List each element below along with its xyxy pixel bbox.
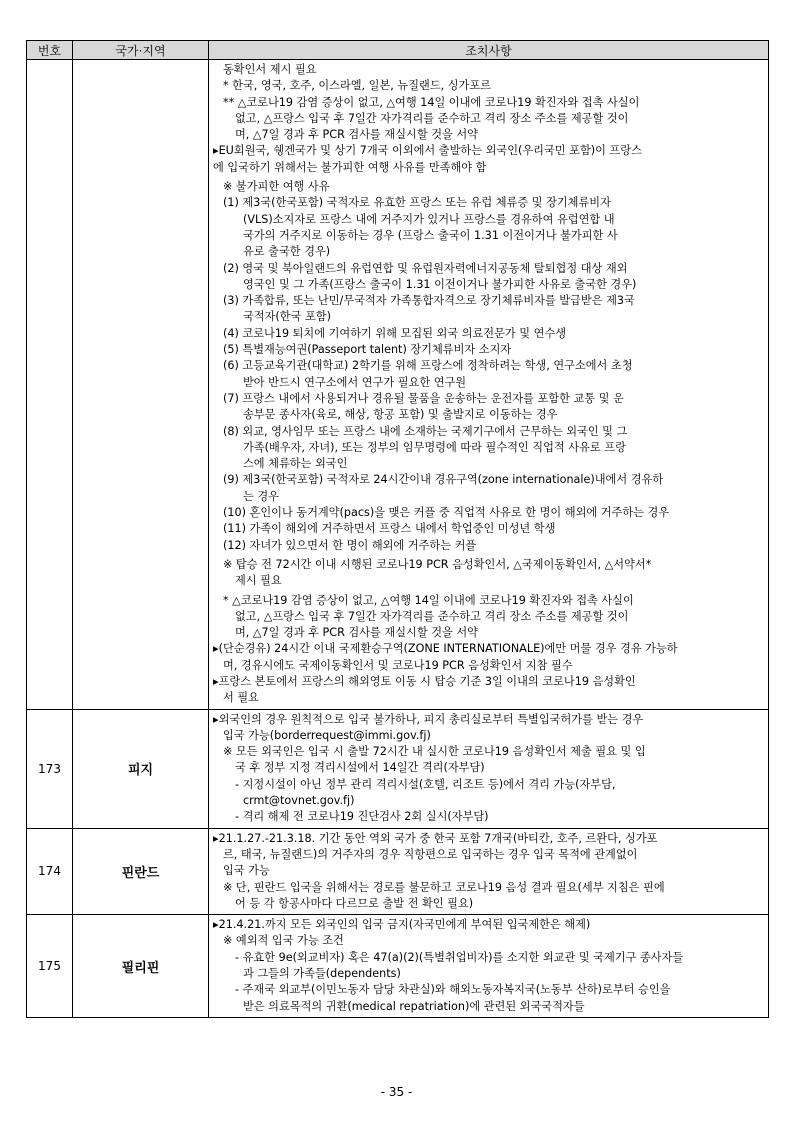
text-line: ▸21.1.27.-21.3.18. 기간 동안 역외 국가 중 한국 포함 7개국(바티칸, 호주, 르완다, 싱가포 — [213, 831, 658, 845]
text-line: 받은 의료목적의 귀환(medical repatriation)에 관련된 외국국적자들 — [243, 999, 585, 1013]
text-line: ▸21.4.21.까지 모든 외국인의 입국 금지(자국민에게 부여된 입국제한은 해제) — [213, 918, 591, 932]
text-line: 입국 가능 — [223, 864, 270, 878]
text-line: ▸프랑스 본토에서 프랑스의 해외영토 이동 시 탑승 기준 3일 이내의 코로나19 음성확인 — [213, 674, 636, 688]
text-line: (5) 특별재능여권(Passeport talent) 장기체류비자 소지자 — [223, 343, 512, 357]
text-line: 가족(배우자, 자녀), 또는 정부의 임무명령에 따라 필수적인 직업적 사유로 프랑 — [243, 440, 626, 454]
document-page — [26, 40, 768, 1018]
row-num-cell — [27, 60, 73, 710]
measures-table — [26, 40, 769, 1018]
text-line: (2) 영국 및 북아일랜드의 유럽연합 및 유럽원자력에너지공동체 탈퇴협정 대상 재외 — [223, 261, 628, 275]
text-line: 없고, △프랑스 입국 후 7일간 자가격리를 준수하고 격리 장소 주소를 제공할 것이 — [235, 111, 629, 125]
text-line: 스에 체류하는 외국인 — [243, 457, 348, 471]
text-line: 송부문 종사자(육로, 해상, 항공 포함) 및 출발지로 이동하는 경우 — [243, 408, 558, 422]
text-line: 동확인서 제시 필요 — [223, 63, 317, 76]
text-line: 며, 경유시에도 국제이동확인서 및 코로나19 PCR 음성확인서 지참 필수 — [223, 658, 573, 672]
row-measures-cell — [209, 828, 769, 914]
table-row-finland — [27, 828, 769, 914]
text-line: ▸외국인의 경우 원칙적으로 입국 불가하나, 피지 총리실로부터 특별입국허가를 받는 경우 — [213, 712, 644, 726]
row-country-cell: 피지 — [73, 709, 209, 828]
text-line: (6) 고등교육기관(대학교) 2학기를 위해 프랑스에 정착하려는 학생, 연구소에서 초청 — [223, 359, 633, 373]
text-line: (4) 코로나19 퇴치에 기여하기 위해 모집된 외국 의료전문가 및 연수생 — [223, 326, 567, 340]
text-line: (3) 가족합류, 또는 난민/무국적자 가족통합자격으로 장기체류비자를 발급받은 제3국 — [223, 294, 635, 308]
text-line: 제시 필요 — [235, 574, 282, 588]
row-measures-cell — [209, 915, 769, 1018]
row-num-cell: 173 — [27, 709, 73, 828]
row-measures-cell — [209, 709, 769, 828]
text-line: ** △코로나19 감염 증상이 없고, △여행 14일 이내에 코로나19 확진자와 접촉 사실이 — [223, 95, 640, 109]
text-line: 국 후 정부 지정 격리시설에서 14일간 격리(자부담) — [235, 761, 485, 775]
text-line: 는 경우 — [243, 489, 279, 503]
text-line: * △코로나19 감염 증상이 없고, △여행 14일 이내에 코로나19 확진자와 접촉 사실이 — [223, 593, 634, 607]
text-line: ※ 불가피한 여행 사유 — [223, 180, 330, 194]
text-line: - 유효한 9e(외교비자) 혹은 47(a)(2)(특별취업비자)를 소지한 외교관 및 국제기구 종사자들 — [235, 950, 684, 964]
header-num: 번호 — [27, 41, 73, 60]
text-line: 유로 출국한 경우) — [243, 245, 331, 259]
text-line: 받아 반드시 연구소에서 연구가 필요한 연구원 — [243, 375, 467, 389]
text-line: (VLS)소지자로 프랑스 내에 거주지가 있거나 프랑스를 경유하여 유럽연합 내 — [243, 212, 615, 226]
row-measures-cell — [209, 60, 769, 710]
table-row-continued — [27, 60, 769, 710]
row-num-cell: 174 — [27, 828, 73, 914]
row-num-cell: 175 — [27, 915, 73, 1018]
text-line: 며, △7일 경과 후 PCR 검사를 재실시할 것을 서약 — [235, 626, 478, 640]
text-line: ※ 단, 핀란드 입국을 위해서는 경로를 불문하고 코로나19 음성 결과 필요(세부 지침은 핀에 — [223, 880, 665, 894]
text-line: 영국인 및 그 가족(프랑스 출국이 1.31 이전이거나 불가피한 사유로 출국한 경우) — [243, 277, 637, 291]
text-line: (1) 제3국(한국포함) 국적자로 유효한 프랑스 또는 유럽 체류증 및 장기체류비자 — [223, 196, 611, 210]
table-row-philippines — [27, 915, 769, 1018]
text-line: (10) 혼인이나 동거계약(pacs)을 맺은 커플 중 직업적 사유로 한 명이 해외에 거주하는 경우 — [223, 506, 670, 520]
text-line: 국적자(한국 포함) — [243, 310, 331, 324]
text-line: - 주재국 외교부(이민노동자 담당 차관실)와 해외노동자복지국(노동부 산하)로부터 승인을 — [235, 983, 671, 997]
text-line: * 한국, 영국, 호주, 이스라엘, 일본, 뉴질랜드, 싱가포르 — [223, 79, 491, 93]
text-line: 서 필요 — [223, 691, 259, 705]
text-line: 르, 태국, 뉴질랜드)의 거주자의 경우 직항편으로 입국하는 경우 입국 목적에 관계없이 — [223, 847, 638, 861]
text-line: ※ 탑승 전 72시간 이내 시행된 코로나19 PCR 음성확인서, △국제이동확인서, △서약서* — [223, 557, 652, 571]
text-line: ※ 모든 외국인은 입국 시 출발 72시간 내 실시한 코로나19 음성확인서 제출 필요 및 입 — [223, 745, 646, 759]
text-line: (12) 자녀가 있으면서 한 명이 해외에 거주하는 커플 — [223, 538, 477, 552]
text-line: (9) 제3국(한국포함) 국적자로 24시간이내 경유구역(zone internationale)내에서 경유하 — [223, 473, 664, 487]
text-line: 없고, △프랑스 입국 후 7일간 자가격리를 준수하고 격리 장소 주소를 제공할 것이 — [235, 609, 629, 623]
row-country-cell — [73, 60, 209, 710]
text-line: ▸EU회원국, 쉥겐국가 및 상기 7개국 이외에서 출발하는 외국인(우리국민 포함)이 프랑스 — [213, 144, 642, 158]
row-country-cell: 핀란드 — [73, 828, 209, 914]
text-line: 어 등 각 항공사마다 다르므로 출발 전 확인 필요) — [235, 896, 474, 910]
text-line: ※ 예외적 입국 가능 조건 — [223, 934, 344, 948]
text-line: crmt@tovnet.gov.fj) — [243, 794, 355, 808]
header-country: 국가·지역 — [73, 41, 209, 60]
text-line: 입국 가능(borderrequest@immi.gov.fj) — [223, 728, 431, 742]
text-line: 에 입국하기 위해서는 불가피한 여행 사유를 만족해야 함 — [213, 160, 487, 174]
table-header-row — [27, 41, 769, 60]
text-line: 국가의 거주지로 이동하는 경우 (프랑스 출국이 1.31 이전이거나 불가피한 사 — [243, 228, 618, 242]
table-row-fiji — [27, 709, 769, 828]
row-country-cell: 필리핀 — [73, 915, 209, 1018]
text-line: (11) 가족이 해외에 거주하면서 프랑스 내에서 학업중인 미성년 학생 — [223, 522, 556, 536]
text-line: ▸(단순경유) 24시간 이내 국제환승구역(ZONE INTERNATIONALE)에만 머물 경우 경유 가능하 — [213, 642, 678, 656]
text-line: 며, △7일 경과 후 PCR 검사를 재실시할 것을 서약 — [235, 128, 478, 142]
text-line: (8) 외교, 영사임무 또는 프랑스 내에 소재하는 국제기구에서 근무하는 외국인 및 그 — [223, 424, 628, 438]
text-line: - 지정시설이 아닌 정부 관리 격리시설(호텔, 리조트 등)에서 격리 가능(자부담, — [235, 777, 616, 791]
header-measures: 조치사항 — [209, 41, 769, 60]
page-number: - 35 - — [380, 1085, 413, 1099]
text-line: - 격리 해제 전 코로나19 진단검사 2회 실시(자부담) — [235, 810, 489, 824]
text-line: (7) 프랑스 내에서 사용되거나 경유될 물품을 운송하는 운전자를 포함한 교통 및 운 — [223, 391, 624, 405]
text-line: 과 그들의 가족들(dependents) — [243, 967, 401, 981]
